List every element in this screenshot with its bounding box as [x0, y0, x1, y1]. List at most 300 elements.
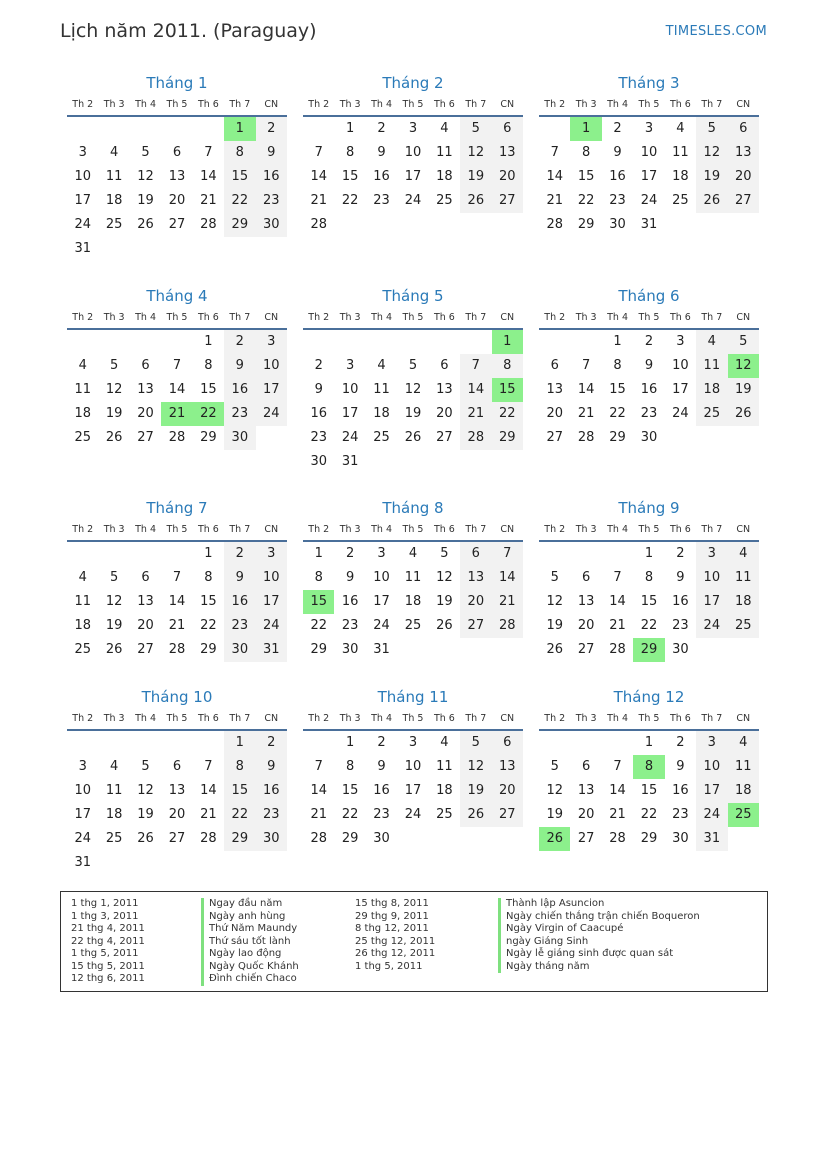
day-cell: 28 [609, 642, 626, 657]
day-cell: 18 [436, 169, 453, 184]
day-cell: 6 [581, 570, 591, 585]
empty-cell [665, 426, 696, 450]
empty-cell [67, 731, 98, 755]
month-6 [539, 286, 759, 450]
day-cell: 21 [460, 402, 491, 426]
empty-cell [429, 638, 460, 662]
day-cell: 6 [172, 145, 182, 160]
empty-cell [193, 731, 224, 755]
day-cell: 3 [696, 542, 727, 566]
weekday-label: Th 5 [166, 524, 188, 535]
day-cell: 5 [109, 358, 119, 373]
weekday-label: Th 7 [465, 312, 487, 323]
day-cell: 15 [200, 382, 217, 397]
weekday-label: Th 7 [465, 713, 487, 724]
empty-cell [130, 330, 161, 354]
weekday-label: Th 5 [638, 312, 660, 323]
weekday-label: Th 5 [402, 524, 424, 535]
day-cell: 24 [74, 831, 91, 846]
day-cell: 9 [224, 566, 255, 590]
day-cell: 4 [109, 145, 119, 160]
day-cell: 24 [696, 614, 727, 638]
day-cell: 12 [546, 594, 563, 609]
week-row [303, 450, 523, 474]
empty-cell [161, 851, 192, 875]
day-cell: 30 [609, 217, 626, 232]
day-cell: 13 [168, 783, 186, 798]
day-cell: 15 [640, 594, 658, 609]
month-name: Tháng 3 [618, 74, 680, 92]
weekday-label: Th 5 [638, 713, 660, 724]
day-cell: 5 [141, 145, 150, 160]
day-cell: 19 [404, 406, 422, 421]
day-cell: 4 [109, 759, 119, 774]
day-cell: 21 [492, 590, 523, 614]
weekday-header [67, 711, 287, 731]
weekday-label: Th 4 [371, 99, 392, 110]
week-row [539, 779, 759, 803]
day-cell: 25 [105, 831, 123, 846]
week-row [303, 117, 523, 141]
weekday-label: Th 2 [544, 99, 566, 110]
day-cell: 23 [672, 807, 689, 822]
week-row [67, 330, 287, 354]
day-cell: 31 [74, 855, 91, 870]
week-row [67, 566, 287, 590]
day-cell: 3 [377, 546, 386, 561]
day-cell: 26 [137, 217, 154, 232]
legend-date: 1 thg 5, 2011 [355, 960, 423, 972]
day-cell: 3 [644, 121, 654, 136]
day-cell: 15 [224, 165, 255, 189]
week-row [67, 117, 287, 141]
day-cell: 23 [224, 614, 255, 638]
weekday-label: Th 6 [433, 713, 455, 724]
day-cell: 12 [696, 141, 727, 165]
holiday-legend [60, 891, 768, 992]
month-4 [67, 286, 287, 450]
day-cell: 27 [168, 831, 186, 846]
day-cell: 26 [539, 827, 570, 851]
day-cell: 7 [613, 570, 622, 585]
day-cell: 2 [256, 731, 287, 755]
day-cell: 5 [460, 117, 491, 141]
empty-cell [224, 851, 255, 875]
day-cell: 5 [550, 759, 559, 774]
day-cell: 21 [161, 402, 192, 426]
day-cell: 1 [613, 334, 622, 349]
day-cell: 16 [310, 406, 327, 421]
week-row [67, 378, 287, 402]
week-row [539, 165, 759, 189]
weekday-label: CN [500, 524, 515, 535]
day-cell: 28 [577, 430, 595, 445]
day-cell: 22 [224, 189, 255, 213]
empty-cell [570, 542, 601, 566]
empty-cell [334, 213, 365, 237]
weekday-label: Th 3 [103, 524, 125, 535]
day-cell: 24 [404, 193, 422, 208]
weekday-label: Th 6 [669, 99, 691, 110]
week-row [67, 141, 287, 165]
day-cell: 11 [404, 570, 422, 585]
day-cell: 22 [609, 406, 626, 421]
day-cell: 15 [224, 779, 255, 803]
weekday-label: Th 2 [544, 312, 566, 323]
legend-holiday-name: Đình chiến Chaco [201, 973, 299, 986]
day-cell: 1 [204, 334, 213, 349]
day-cell: 5 [440, 546, 449, 561]
week-row [303, 426, 523, 450]
day-cell: 10 [74, 169, 91, 184]
day-cell: 10 [696, 566, 727, 590]
month-name: Tháng 11 [377, 688, 449, 706]
month-name: Tháng 7 [146, 499, 208, 517]
week-row [67, 542, 287, 566]
day-cell: 17 [404, 169, 422, 184]
empty-cell [98, 330, 129, 354]
month-name: Tháng 8 [382, 499, 444, 517]
day-cell: 23 [640, 406, 658, 421]
day-cell: 10 [256, 354, 287, 378]
day-cell: 29 [609, 430, 626, 445]
day-cell: 1 [314, 546, 323, 561]
day-cell: 30 [672, 642, 689, 657]
week-row [539, 590, 759, 614]
week-row [67, 803, 287, 827]
legend-holiday-name: ngày Giáng Sinh [498, 936, 700, 949]
day-cell: 11 [373, 382, 390, 397]
weekday-label: Th 6 [669, 312, 691, 323]
empty-cell [397, 330, 428, 354]
week-row [539, 378, 759, 402]
day-cell: 14 [200, 169, 217, 184]
day-cell: 21 [546, 193, 563, 208]
day-cell: 22 [640, 807, 658, 822]
day-cell: 22 [200, 618, 217, 633]
week-row [303, 213, 523, 237]
weekday-label: CN [264, 312, 279, 323]
day-cell: 8 [581, 145, 591, 160]
empty-cell [130, 237, 161, 261]
weekday-header [303, 522, 523, 542]
legend-holiday-name: Ngày tháng năm [498, 961, 700, 974]
day-cell: 12 [404, 382, 422, 397]
day-cell: 5 [550, 570, 559, 585]
day-cell: 10 [373, 570, 390, 585]
weekday-label: Th 7 [229, 524, 251, 535]
day-cell: 26 [105, 642, 123, 657]
weekday-label: Th 3 [339, 99, 361, 110]
day-cell: 8 [204, 570, 213, 585]
weekday-label: Th 6 [197, 312, 219, 323]
weekday-label: Th 4 [135, 524, 156, 535]
empty-cell [67, 117, 98, 141]
day-cell: 27 [137, 642, 154, 657]
day-cell: 9 [613, 145, 622, 160]
day-cell: 28 [200, 831, 217, 846]
day-cell: 13 [137, 382, 154, 397]
week-row [539, 189, 759, 213]
day-cell: 26 [728, 402, 759, 426]
day-cell: 14 [168, 594, 186, 609]
day-cell: 21 [609, 807, 626, 822]
weekday-header [67, 310, 287, 330]
weekday-header [303, 97, 523, 117]
empty-cell [67, 542, 98, 566]
weekday-label: Th 3 [339, 312, 361, 323]
day-cell: 24 [373, 618, 390, 633]
day-cell: 7 [581, 358, 591, 373]
day-cell: 12 [460, 755, 491, 779]
empty-cell [397, 827, 428, 851]
day-cell: 7 [172, 570, 182, 585]
weekday-label: Th 4 [607, 524, 628, 535]
weekday-label: Th 3 [103, 713, 125, 724]
day-cell: 7 [204, 759, 213, 774]
week-row [539, 614, 759, 638]
day-cell: 5 [728, 330, 759, 354]
site-link[interactable]: TIMESLES.COM [665, 24, 767, 39]
day-cell: 15 [609, 382, 626, 397]
day-cell: 6 [440, 358, 449, 373]
day-cell: 6 [581, 759, 591, 774]
month-1 [67, 73, 287, 261]
empty-cell [696, 638, 727, 662]
empty-cell [397, 213, 428, 237]
weekday-label: Th 5 [402, 312, 424, 323]
empty-cell [539, 330, 570, 354]
weekday-label: CN [500, 99, 515, 110]
weekday-label: Th 3 [339, 524, 361, 535]
empty-cell [602, 542, 633, 566]
empty-cell [366, 213, 397, 237]
day-cell: 19 [546, 618, 563, 633]
day-cell: 24 [696, 803, 727, 827]
day-cell: 6 [141, 358, 150, 373]
day-cell: 11 [672, 145, 689, 160]
day-cell: 29 [492, 426, 523, 450]
week-row [539, 638, 759, 662]
day-cell: 8 [314, 570, 323, 585]
day-cell: 13 [546, 382, 563, 397]
day-cell: 7 [492, 542, 523, 566]
week-row [303, 378, 523, 402]
day-cell: 9 [256, 755, 287, 779]
day-cell: 14 [546, 169, 563, 184]
legend-holiday-name: Thứ sáu tốt lành [201, 936, 299, 949]
day-cell: 23 [310, 430, 327, 445]
day-cell: 14 [577, 382, 595, 397]
weekday-label: Th 5 [166, 713, 188, 724]
weekday-label: CN [736, 713, 751, 724]
week-row [539, 731, 759, 755]
legend-holiday-name: Ngay đầu năm [201, 898, 299, 911]
weekday-label: Th 4 [135, 713, 156, 724]
day-cell: 18 [105, 193, 123, 208]
day-cell: 7 [613, 759, 622, 774]
day-cell: 19 [436, 594, 453, 609]
week-row [67, 402, 287, 426]
empty-cell [728, 426, 759, 450]
legend-holiday-name: Ngày lao động [201, 948, 299, 961]
day-cell: 16 [640, 382, 658, 397]
weekday-label: Th 2 [72, 312, 94, 323]
day-cell: 27 [137, 430, 154, 445]
day-cell: 25 [404, 618, 422, 633]
empty-cell [256, 426, 287, 450]
day-cell: 6 [550, 358, 559, 373]
day-cell: 2 [314, 358, 323, 373]
weekday-label: CN [736, 524, 751, 535]
week-row [67, 426, 287, 450]
weekday-header [303, 711, 523, 731]
empty-cell [728, 638, 759, 662]
weekday-label: Th 6 [433, 99, 455, 110]
month-name: Tháng 4 [146, 287, 208, 305]
day-cell: 25 [74, 642, 91, 657]
day-cell: 26 [137, 831, 154, 846]
weekday-label: Th 6 [669, 524, 691, 535]
weekday-label: CN [500, 713, 515, 724]
day-cell: 22 [640, 618, 658, 633]
empty-cell [130, 542, 161, 566]
day-cell: 14 [200, 783, 217, 798]
empty-cell [303, 731, 334, 755]
week-row [67, 213, 287, 237]
day-cell: 11 [436, 759, 453, 774]
day-cell: 13 [577, 783, 595, 798]
week-row [303, 779, 523, 803]
weekday-label: Th 4 [371, 312, 392, 323]
legend-date: 25 thg 12, 2011 [355, 935, 436, 947]
week-row [303, 755, 523, 779]
week-row [67, 638, 287, 662]
day-cell: 27 [168, 217, 186, 232]
day-cell: 30 [310, 454, 327, 469]
empty-cell [98, 542, 129, 566]
weekday-label: Th 3 [103, 99, 125, 110]
week-row [539, 141, 759, 165]
day-cell: 23 [609, 193, 626, 208]
weekday-label: Th 5 [166, 99, 188, 110]
day-cell: 7 [204, 145, 213, 160]
month-name: Tháng 1 [146, 74, 208, 92]
empty-cell [256, 237, 287, 261]
day-cell: 14 [609, 594, 626, 609]
day-cell: 17 [74, 193, 91, 208]
legend-names-right [498, 898, 700, 973]
day-cell: 30 [672, 831, 689, 846]
empty-cell [539, 542, 570, 566]
day-cell: 6 [141, 570, 150, 585]
week-row [303, 638, 523, 662]
legend-date: 12 thg 6, 2011 [71, 973, 145, 984]
month-10 [67, 687, 287, 875]
week-row [303, 542, 523, 566]
day-cell: 23 [373, 193, 390, 208]
empty-cell [303, 330, 334, 354]
day-cell: 9 [644, 358, 654, 373]
day-cell: 6 [492, 731, 523, 755]
empty-cell [98, 237, 129, 261]
day-cell: 16 [373, 169, 390, 184]
day-cell: 4 [377, 358, 386, 373]
empty-cell [130, 731, 161, 755]
day-cell: 1 [570, 117, 601, 141]
legend-date: 15 thg 8, 2011 [355, 898, 429, 909]
day-cell: 5 [141, 759, 150, 774]
day-cell: 20 [546, 406, 563, 421]
week-row [67, 779, 287, 803]
month-3 [539, 73, 759, 237]
week-row [303, 354, 523, 378]
day-cell: 2 [224, 330, 255, 354]
day-cell: 13 [137, 594, 154, 609]
weekday-label: CN [264, 713, 279, 724]
day-cell: 3 [408, 121, 418, 136]
day-cell: 8 [633, 755, 664, 779]
day-cell: 12 [728, 354, 759, 378]
weekday-label: Th 5 [402, 99, 424, 110]
legend-holiday-name: Thành lập Asuncion [498, 898, 700, 911]
day-cell: 26 [105, 430, 123, 445]
day-cell: 27 [436, 430, 453, 445]
day-cell: 9 [345, 570, 355, 585]
weekday-header [67, 97, 287, 117]
week-row [67, 590, 287, 614]
day-cell: 27 [492, 803, 523, 827]
day-cell: 9 [377, 759, 386, 774]
empty-cell [193, 237, 224, 261]
empty-cell [539, 731, 570, 755]
empty-cell [492, 213, 523, 237]
day-cell: 15 [341, 169, 359, 184]
month-name: Tháng 10 [141, 688, 213, 706]
month-name: Tháng 12 [613, 688, 685, 706]
day-cell: 8 [644, 570, 654, 585]
day-cell: 7 [460, 354, 491, 378]
day-cell: 6 [492, 117, 523, 141]
day-cell: 23 [256, 803, 287, 827]
day-cell: 12 [105, 594, 123, 609]
day-cell: 2 [345, 546, 355, 561]
day-cell: 11 [728, 566, 759, 590]
empty-cell [334, 330, 365, 354]
day-cell: 19 [105, 406, 123, 421]
week-row [67, 189, 287, 213]
day-cell: 18 [672, 169, 689, 184]
day-cell: 22 [193, 402, 224, 426]
day-cell: 28 [460, 426, 491, 450]
day-cell: 16 [256, 165, 287, 189]
weekday-header [539, 522, 759, 542]
day-cell: 16 [609, 169, 626, 184]
day-cell: 9 [224, 354, 255, 378]
weekday-label: Th 2 [72, 524, 94, 535]
day-cell: 28 [546, 217, 563, 232]
day-cell: 29 [341, 831, 359, 846]
week-row [303, 827, 523, 851]
day-cell: 31 [74, 241, 91, 256]
weekday-label: Th 3 [575, 312, 597, 323]
day-cell: 23 [672, 618, 689, 633]
empty-cell [602, 731, 633, 755]
day-cell: 13 [436, 382, 453, 397]
day-cell: 10 [74, 783, 91, 798]
day-cell: 15 [200, 594, 217, 609]
day-cell: 15 [640, 783, 658, 798]
